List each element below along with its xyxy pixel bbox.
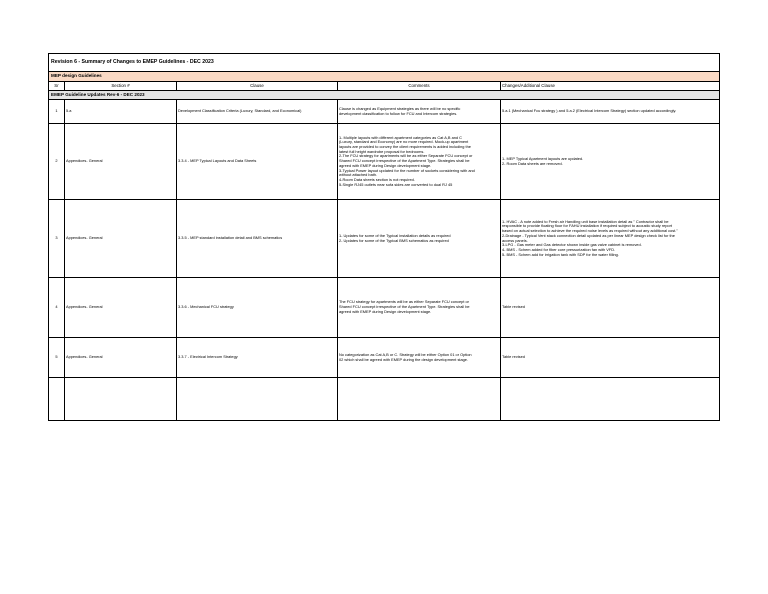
group-row bbox=[49, 72, 720, 82]
cell-changes[interactable] bbox=[501, 338, 720, 378]
change-line: Table revised bbox=[502, 304, 525, 310]
comment-line: 4-Room Data sheets section is not required. bbox=[339, 176, 415, 182]
change-line: 2- Room Data sheets are removed. bbox=[502, 160, 563, 166]
cell-section[interactable]: Appendices- General bbox=[65, 278, 177, 338]
comment-line: No categorization as Cat A,B or C. Strategy will be either Option 01 or Option bbox=[339, 351, 472, 357]
comment-line: 1- Updates for some of the Typical installation details as required bbox=[339, 232, 451, 238]
sheet-title[interactable]: Revision 6 - Summary of Changes to EMEP Guidelines - DEC 2023 bbox=[49, 54, 720, 72]
comment-line: Shared FCU concept irrespective of the Apartment Type. Strategies shall be bbox=[339, 304, 470, 310]
comment-line: agreed with EMEP during Design development stage. bbox=[339, 308, 432, 314]
cell-section[interactable]: Appendices- General bbox=[65, 200, 177, 278]
change-line: 4- BMS - Schem added for fiber core pressurization fan with VFD. bbox=[502, 246, 616, 252]
group-label[interactable]: MEP design Guidelines bbox=[49, 72, 720, 82]
empty-row bbox=[49, 378, 720, 421]
cell-changes[interactable] bbox=[501, 100, 720, 124]
cell-sr[interactable]: 5 bbox=[49, 338, 65, 378]
change-line: 2-Drainage - Typical Vent stack connection detail updated as per linear MEP design check list for the bbox=[502, 232, 675, 238]
table-row bbox=[49, 278, 720, 338]
cell-empty[interactable] bbox=[501, 378, 720, 421]
header-cell-clause[interactable]: Clause bbox=[177, 82, 338, 91]
header-cell-changes[interactable]: Changes/Additional Clause bbox=[501, 82, 720, 91]
table-row bbox=[49, 200, 720, 278]
comment-line: 3-Typical Power layout updated for the number of sockets considering with and bbox=[339, 167, 475, 173]
table-row bbox=[49, 100, 720, 124]
cell-empty[interactable] bbox=[177, 378, 338, 421]
comment-line: (Luxury, standard and Economy) are no more required. Mock-up apartment bbox=[339, 139, 469, 145]
change-line: 5- BMS - Schem add for irrigation tank with SDP for the water filling. bbox=[502, 251, 619, 257]
header-cell-sr[interactable]: Sr bbox=[49, 82, 65, 91]
change-line: based on actual selection to achieve the required noise levels as required without any additional cost." bbox=[502, 228, 678, 234]
subheader-label[interactable]: EMEP Guideline Updates Rev-6 - DEC 2023 bbox=[49, 91, 720, 100]
cell-sr[interactable]: 1 bbox=[49, 100, 65, 124]
header-cell-comments[interactable]: Comments bbox=[338, 82, 501, 91]
table-row bbox=[49, 124, 720, 200]
title-row bbox=[49, 54, 720, 72]
comment-line: Shared FCU concept irrespective of the Apartment Type. Strategies shall be bbox=[339, 158, 470, 164]
change-line: 1- MEP Typical Apartment layouts are updated. bbox=[502, 155, 584, 161]
cell-sr[interactable]: 2 bbox=[49, 124, 65, 200]
change-line: 1- HVAC - A note added to Fresh air Handling unit base installation detail as " Contractor shall be bbox=[502, 218, 669, 224]
header-row bbox=[49, 82, 720, 91]
cell-clause[interactable]: 3.3.4 - MEP Typical Layouts and Data Sheets bbox=[177, 124, 338, 200]
comment-line: development classification to follow for FCU and Intercom strategies. bbox=[339, 110, 458, 116]
comment-line: Clause is changed as Equipment strategies as there will be no specific bbox=[339, 105, 461, 111]
cell-comments[interactable] bbox=[338, 100, 501, 124]
cell-changes[interactable] bbox=[501, 200, 720, 278]
cell-section[interactable]: Appendices- General bbox=[65, 338, 177, 378]
comment-line: latest full height wardrobe proposal for bedrooms. bbox=[339, 148, 425, 154]
table-row bbox=[49, 338, 720, 378]
change-line: 3-LPG - Gas meter and Gas detector shown inside gas valve cabinet is removed. bbox=[502, 242, 642, 248]
comment-line: 2-The FCU strategy for apartments will be as either Separate FCU concept or bbox=[339, 153, 473, 159]
change-line: responsible to provide floating floor for FAHU installation if required subject to acoustic study report bbox=[502, 223, 672, 229]
cell-empty[interactable] bbox=[65, 378, 177, 421]
comment-line: 1- Multiple layouts with different apartment categories as Cat A,B and C bbox=[339, 134, 462, 140]
cell-comments[interactable] bbox=[338, 124, 501, 200]
cell-section[interactable]: Appendices- General bbox=[65, 124, 177, 200]
comment-line: 02 which shall be agreed with EMEP during the design development stage. bbox=[339, 356, 469, 362]
summary-table bbox=[48, 53, 720, 421]
cell-comments[interactable] bbox=[338, 338, 501, 378]
comment-line: 2- Updates for some of the Typical BMS schematics as required bbox=[339, 237, 449, 243]
cell-comments[interactable] bbox=[338, 278, 501, 338]
cell-clause[interactable]: 3.3.6 - Mechanical FCU strategy bbox=[177, 278, 338, 338]
header-cell-section[interactable]: Section # bbox=[65, 82, 177, 91]
cell-sr[interactable]: 4 bbox=[49, 278, 65, 338]
cell-changes[interactable] bbox=[501, 124, 720, 200]
cell-changes[interactable] bbox=[501, 278, 720, 338]
comment-line: agreed with EMEP during Design development stage. bbox=[339, 162, 432, 168]
comment-line: without attached bath. bbox=[339, 172, 378, 178]
comment-line: layouts are provided to convey the client requirements is added including the bbox=[339, 144, 471, 150]
change-line: access panels. bbox=[502, 237, 528, 243]
change-line: Table revised bbox=[502, 354, 525, 360]
cell-comments[interactable] bbox=[338, 200, 501, 278]
subheader-row bbox=[49, 91, 720, 100]
cell-clause[interactable]: Development Classification Criteria (Luxury, Standard, and Economical) bbox=[177, 100, 338, 124]
cell-clause[interactable]: 3.3.5 - MEP standard installation detail and BMS schematics bbox=[177, 200, 338, 278]
cell-empty[interactable] bbox=[49, 378, 65, 421]
cell-clause[interactable]: 3.3.7 - Electrical Intercom Strategy bbox=[177, 338, 338, 378]
cell-section[interactable]: 5.a bbox=[65, 100, 177, 124]
cell-sr[interactable]: 3 bbox=[49, 200, 65, 278]
cell-empty[interactable] bbox=[338, 378, 501, 421]
change-line: 5.a.1 (Mechanical Fcu strategy ) and 5.a.2 (Electrical Intercom Strategy) section updated accordingly. bbox=[502, 108, 677, 114]
comment-line: The FCU strategy for apartments will be as either Separate FCU concept or bbox=[339, 299, 469, 305]
comment-line: 5-Single RJ45 outlets near sofa sides are converted to dual RJ 45 bbox=[339, 181, 453, 187]
